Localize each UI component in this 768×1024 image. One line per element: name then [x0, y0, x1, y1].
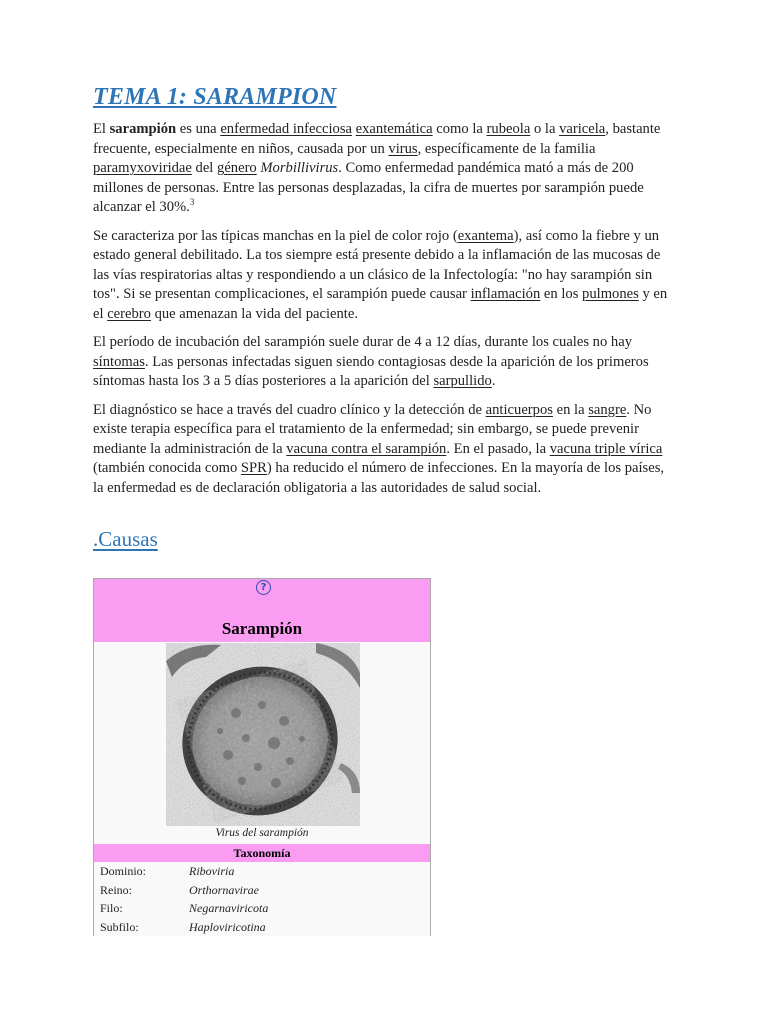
link-exantematica[interactable]: exantemática [355, 121, 433, 137]
taxonomy-rows [100, 862, 430, 936]
text: y en el [93, 286, 668, 322]
paragraph-intro [93, 120, 678, 218]
link-varicela[interactable]: varicela [559, 121, 606, 137]
paragraph-diagnosis [93, 401, 678, 499]
text: , específicamente de la familia [417, 140, 596, 157]
taxonomy-row [100, 862, 430, 881]
text: del [191, 160, 218, 176]
text: , bastante frecuente, especialmente en niños, causada por un [93, 121, 661, 157]
taxobox [93, 578, 431, 936]
text: en los [540, 286, 583, 302]
link-vacuna-triple-virica[interactable]: vacuna triple vírica [549, 440, 663, 457]
virus-micrograph-image[interactable] [166, 643, 360, 826]
taxonomy-row [100, 881, 430, 900]
footnote-ref[interactable]: 3 [189, 197, 195, 207]
text: en la [552, 401, 589, 418]
text: Se caracteriza por las típicas manchas en la piel de color rojo ( [93, 227, 458, 244]
link-virus[interactable]: virus [388, 140, 418, 157]
document-body [93, 84, 678, 552]
link-cerebro[interactable]: cerebro [107, 305, 151, 322]
paragraph-incubation [93, 333, 678, 392]
link-vacuna-sarampion[interactable]: vacuna contra el sarampión [286, 440, 447, 457]
link-inflamacion[interactable]: inflamación [470, 286, 541, 302]
link-enfermedad-infecciosa[interactable]: enfermedad infecciosa [220, 121, 352, 137]
image-caption: Virus del sarampión [215, 827, 309, 839]
taxonomy-value[interactable]: Orthornavirae [189, 882, 259, 897]
italic-term: Morbillivirus [260, 160, 339, 176]
text: . En el pasado, la [446, 440, 550, 457]
taxobox-title: Sarampión [221, 619, 303, 638]
text: que amenazan la vida del paciente. [150, 305, 358, 322]
section-heading-causas[interactable]: .Causas [93, 527, 158, 551]
text: es una [176, 121, 221, 137]
link-rubeola[interactable]: rubeola [486, 121, 531, 137]
paragraph-symptoms [93, 227, 678, 325]
taxonomy-rank: Filo: [100, 901, 123, 915]
page-title[interactable]: TEMA 1: SARAMPION [93, 84, 337, 110]
link-sangre[interactable]: sangre [588, 401, 627, 418]
taxonomy-row [100, 899, 430, 918]
taxobox-header [94, 579, 430, 642]
text: ), así como la fiebre y un estado general debilitado. La tos siempre está presente debido a la inflamación de las mucosas de las vías respiratorias altas y respondiendo a un clásico de la Infectología: "no hay sarampión sin tos". Si se presentan complicaciones, el sarampión puede causar [93, 227, 661, 302]
link-exantema[interactable]: exantema [457, 227, 514, 244]
text: . [491, 373, 496, 389]
taxonomy-row [100, 918, 430, 937]
taxonomy-rank: Reino: [100, 882, 132, 897]
text: El diagnóstico se hace a través del cuadro clínico y la detección de [93, 401, 486, 418]
link-pulmones[interactable]: pulmones [582, 286, 639, 302]
taxonomy-header: Taxonomía [94, 844, 430, 862]
text: . Como enfermedad pandémica mató a más de 200 millones de personas. Entre las personas desplazadas, la cifra de muertes por sarampión puede alcanzar el 30%. [93, 160, 644, 215]
text: El [93, 121, 110, 137]
taxonomy-value[interactable]: Haploviricotina [189, 919, 266, 934]
taxonomy-rank: Dominio: [100, 864, 147, 878]
taxonomy-value[interactable]: Riboviria [189, 864, 235, 878]
text: El período de incubación del sarampión suele durar de 4 a 12 días, durante los cuales no hay [93, 334, 632, 350]
taxonomy-value[interactable]: Negarnaviricota [189, 901, 269, 915]
help-icon[interactable]: ? [256, 580, 271, 595]
text: (también conocida como [93, 460, 241, 476]
text: o la [530, 121, 560, 137]
text: . No existe terapia específica para el tratamiento de la enfermedad; sin embargo, se puede prevenir mediante la administración de la [93, 401, 652, 457]
text: ) ha reducido el número de infecciones. En la mayoría de los países, la enfermedad es de declaración obligatoria a las autoridades de salud social. [93, 460, 665, 496]
link-paramyxoviridae[interactable]: paramyxoviridae [93, 160, 192, 176]
link-sintomas[interactable]: síntomas [93, 353, 145, 370]
link-sarpullido[interactable]: sarpullido [433, 373, 492, 389]
link-anticuerpos[interactable]: anticuerpos [485, 401, 553, 418]
text: . Las personas infectadas siguen siendo contagiosas desde la aparición de los primeros síntomas hasta los 3 a 5 días posteriores a la aparición del [93, 353, 649, 389]
link-genero[interactable]: género [217, 160, 257, 176]
taxonomy-rank: Subfilo: [100, 919, 139, 934]
link-spr[interactable]: SPR [240, 460, 267, 476]
bold-term: sarampión [109, 121, 177, 137]
text: como la [432, 121, 487, 137]
